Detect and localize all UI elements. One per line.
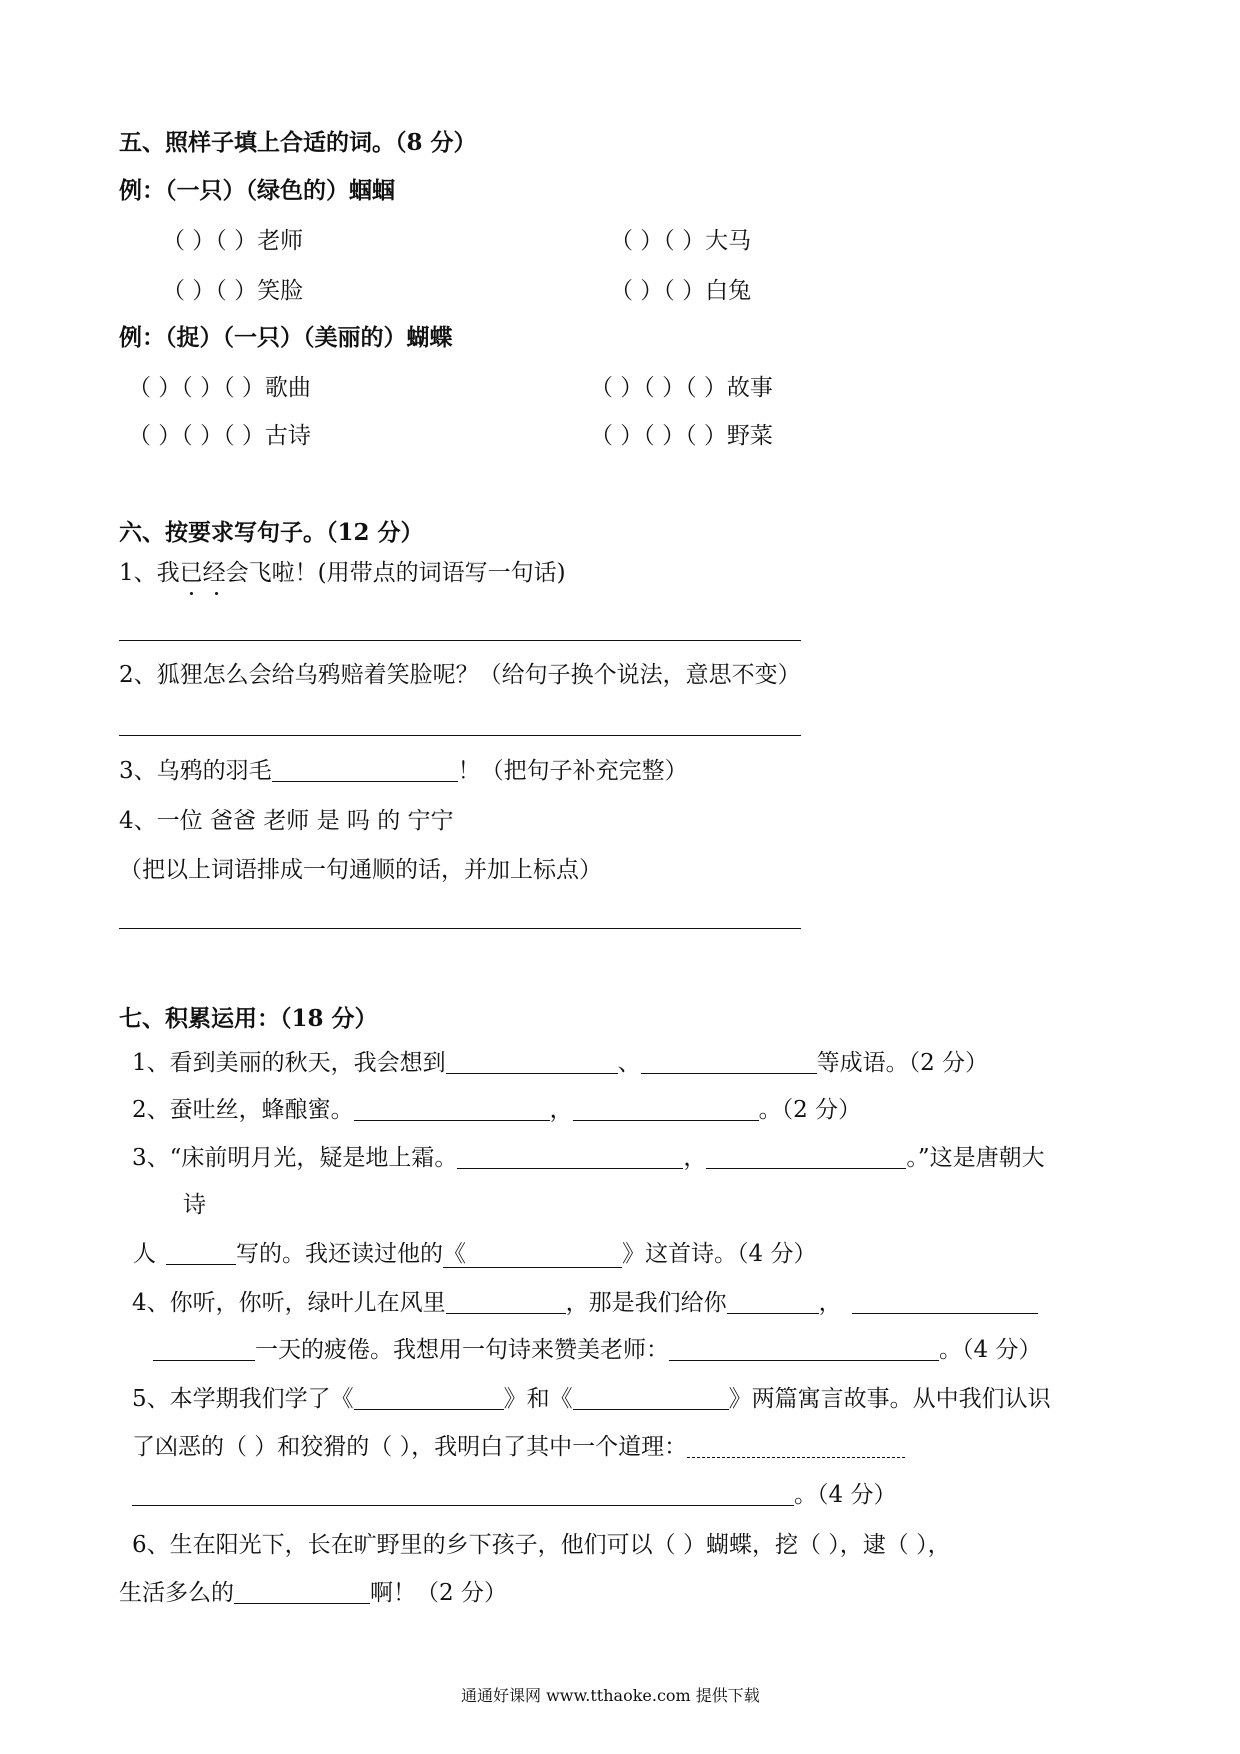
q4-blank-3[interactable]	[852, 1291, 1038, 1314]
q3-e: 人	[133, 1241, 156, 1267]
q4-blank-2[interactable]	[727, 1291, 819, 1314]
section6-q1: 1、我已经会飞啦！(用带点的词语写一句话)	[119, 560, 566, 586]
section5-row-b2-left[interactable]: （ ）（ ）（ ）古诗	[128, 423, 311, 449]
q6-blank[interactable]	[234, 1581, 370, 1604]
q3-tail: 。”这是唐朝大	[906, 1145, 1045, 1171]
section7-q3-cont: 诗	[183, 1192, 206, 1218]
q5-tail: 》两篇寓言故事。从中我们认识	[728, 1386, 1051, 1412]
q1-text: 1、看到美丽的秋天，我会想到	[132, 1050, 446, 1076]
q4-blank-4[interactable]	[153, 1338, 255, 1361]
section6-q2: 2、狐狸怎么会给乌鸦赔着笑脸呢？（给句子换个说法，意思不变）	[119, 662, 801, 688]
q2-blank-1[interactable]	[354, 1098, 550, 1121]
q4-blank-5[interactable]	[669, 1338, 939, 1361]
answer-line-q1[interactable]	[119, 640, 801, 641]
q3-prefix: 3、乌鸦的羽毛	[119, 758, 272, 784]
q4-text: 4、你听，你听，绿叶儿在风里	[132, 1290, 446, 1316]
q5-e: 。（4 分）	[794, 1482, 897, 1508]
q5-blank-1[interactable]	[354, 1387, 504, 1410]
q6-b: 生活多么的	[119, 1580, 234, 1606]
q3-sep: ，	[683, 1145, 707, 1171]
section6-q4: 4、一位 爸爸 老师 是 吗 的 宁宁	[119, 808, 454, 834]
q3-title-wrap[interactable]	[443, 1241, 622, 1268]
section7-q1	[132, 1048, 988, 1078]
section7-q5-line2	[132, 1432, 905, 1462]
section7-title: 七、积累运用：（18 分）	[119, 1005, 378, 1032]
section5-row-b2-right[interactable]: （ ）（ ）（ ）野菜	[590, 423, 773, 449]
q5-text: 5、本学期我们学了《	[132, 1386, 354, 1412]
emphasis-dot	[215, 592, 218, 595]
section7-q3-line2	[133, 1239, 816, 1269]
q4-tail: 。（4 分）	[939, 1337, 1042, 1363]
q5-blank-moral[interactable]	[687, 1435, 905, 1458]
q6-c: 啊！（2 分）	[370, 1580, 507, 1606]
section5-row-a1-right[interactable]: （ ）（ ）大马	[610, 228, 752, 254]
q2-sep: ，	[549, 1097, 573, 1123]
q3-h: 》这首诗。（4 分）	[622, 1241, 817, 1267]
section7-q5	[132, 1384, 1051, 1414]
q1-blank-1[interactable]	[446, 1051, 618, 1074]
q3-blank[interactable]	[272, 759, 458, 782]
q4-d: 一天的疲倦。我想用一句诗来赞美老师：	[255, 1337, 669, 1363]
section6-title: 六、按要求写句子。（12 分）	[119, 519, 424, 546]
q1-blank-2[interactable]	[641, 1051, 817, 1074]
section5-title: 五、照样子填上合适的词。（8 分）	[119, 129, 477, 156]
answer-line-q2[interactable]	[119, 735, 801, 736]
q3-f: 写的。我还读过他的	[236, 1241, 443, 1267]
section7-q6: 6、生在阳光下，长在旷野里的乡下孩子，他们可以（ ）蝴蝶，挖（ ），逮（ ），	[132, 1532, 951, 1558]
q4-sep: ，	[818, 1290, 842, 1316]
q5-blank-2[interactable]	[573, 1387, 729, 1410]
section7-q3	[132, 1143, 1045, 1173]
section7-q6-line2	[119, 1578, 507, 1608]
q4-mid: ，那是我们给你	[565, 1290, 727, 1316]
q5-mid: 》和《	[503, 1386, 573, 1412]
q3-g: 《	[443, 1241, 466, 1267]
answer-line-q4[interactable]	[119, 928, 801, 929]
section7-q4	[132, 1288, 1038, 1318]
q2-tail: 。（2 分）	[758, 1097, 862, 1123]
q3-blank-poet[interactable]	[166, 1242, 236, 1265]
section5-row-a2-right[interactable]: （ ）（ ）白兔	[610, 278, 752, 304]
q5-d: 了凶恶的（ ）和狡猾的（ ），我明白了其中一个道理：	[132, 1434, 688, 1460]
section7-q5-line3	[132, 1480, 896, 1510]
section7-q2	[132, 1095, 861, 1125]
section5-row-a2-left[interactable]: （ ）（ ）笑脸	[162, 278, 304, 304]
q3-blank-2[interactable]	[706, 1146, 906, 1169]
q3-text: 3、“床前明月光，疑是地上霜。	[132, 1145, 458, 1171]
q2-text: 2、蚕吐丝，蜂酿蜜。	[132, 1097, 354, 1123]
footer-text: 通通好课网 www.tthaoke.com 提供下载	[461, 1686, 760, 1705]
section5-row-b1-left[interactable]: （ ）（ ）（ ）歌曲	[128, 375, 311, 401]
q4-blank-1[interactable]	[446, 1291, 566, 1314]
q3-blank-1[interactable]	[457, 1146, 683, 1169]
q1-sep: 、	[617, 1050, 641, 1076]
q5-blank-moral-cont[interactable]	[132, 1483, 794, 1506]
section5-row-a1-left[interactable]: （ ）（ ）老师	[162, 228, 304, 254]
q2-blank-2[interactable]	[573, 1098, 759, 1121]
section5-example2: 例：（捉）（一只）（美丽的）蝴蝶	[119, 324, 453, 351]
section6-q4-note: （把以上词语排成一句通顺的话，并加上标点）	[119, 857, 602, 883]
emphasis-dot	[190, 592, 193, 595]
section5-row-b1-right[interactable]: （ ）（ ）（ ）故事	[590, 375, 773, 401]
q3-suffix: ！（把句子补充完整）	[457, 758, 688, 784]
q1-tail: 等成语。（2 分）	[816, 1050, 989, 1076]
section5-example1: 例：（一只）（绿色的）蝈蝈	[119, 177, 395, 204]
section7-q4-line2	[153, 1335, 1041, 1365]
section6-q3	[119, 756, 688, 786]
